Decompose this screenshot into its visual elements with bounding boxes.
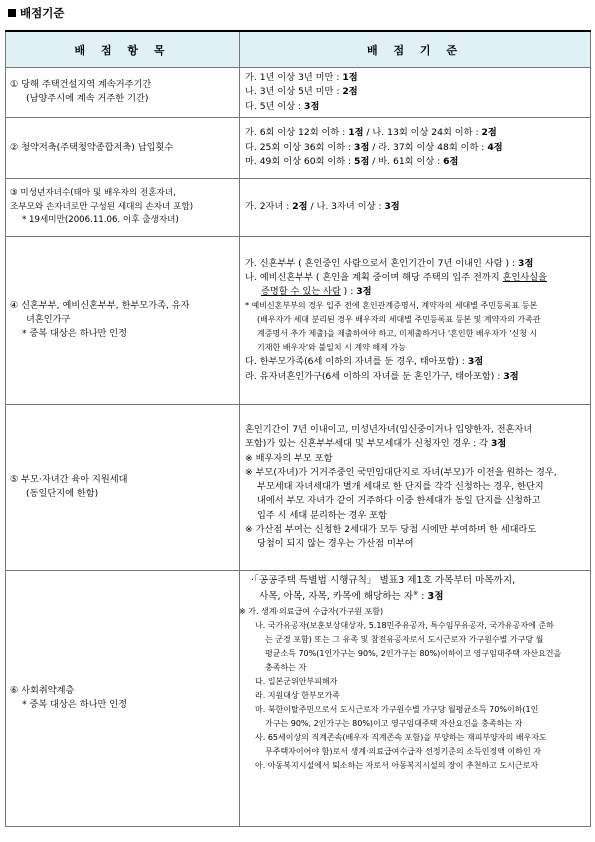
note-line: 부모세대 자녀세대가 별개 세대로 한 단지를 각각 신청하는 경우, 한단지 <box>257 481 544 493</box>
note-line: 당첨이 되지 않는 경우는 가산점 미부여 <box>257 538 414 550</box>
criteria-line: 나. 3년 이상 5년 미만 : 2점 <box>245 86 358 98</box>
list-item: 라. 지원대상 한부모가족 <box>255 690 340 700</box>
item-line: (동일단지에 한함) <box>26 488 99 500</box>
row-criteria-cell <box>240 404 591 570</box>
criteria-line: 다. 25회 이상 36회 이하 : 3점 / 라. 37회 이상 48회 이하 : 4점 <box>245 141 503 153</box>
list-item: 가구는 90%, 2인가구는 80%)이고 영구임대주택 자산요건을 충족하는 자 <box>265 718 523 728</box>
page-title <box>8 5 64 21</box>
row-criteria-cell <box>240 117 591 178</box>
list-item: 나. 국가유공자(보훈보상대상자, 5.18민주유공자, 특수임무유공자, 국가유공자에 준하 <box>255 620 554 630</box>
criteria-line: 가. 2자녀 : 2점 / 나. 3자녀 이상 : 3점 <box>245 201 400 213</box>
row-item-cell <box>6 236 240 404</box>
table-row <box>6 570 591 826</box>
header-criteria: 배 점 기 준 <box>240 31 591 68</box>
criteria-line: 증명할 수 있는 사람 ) : 3점 <box>261 286 372 298</box>
note-line: ※ 배우자의 부모 포함 <box>245 452 333 464</box>
row-criteria-cell <box>240 68 591 118</box>
row-item-cell <box>6 570 240 826</box>
table-header-row <box>6 31 591 68</box>
row-item-cell <box>6 178 240 236</box>
table-row <box>6 68 591 118</box>
list-item: 마. 북한이탈주민으로서 도시근로자 가구원수별 가구당 월평균소득 70%이하(1인 <box>255 704 539 714</box>
item-line: ⑤ 부모·자녀간 육아 지원세대 <box>10 474 128 485</box>
page-title-text: 배점기준 <box>20 6 65 20</box>
criteria-line: 다. 한부모가족(6세 이하의 자녀를 둔 경우, 태아포함) : 3점 <box>245 356 484 368</box>
row-item-cell <box>6 117 240 178</box>
list-item: 무주택자이어야 함)로서 생계·의료급여수급자 선정기준의 소득인정액 이하인 자 <box>265 746 541 756</box>
table-row <box>6 178 591 236</box>
criteria-line: 가. 신혼부부 ( 혼인중인 사람으로서 혼인기간이 7년 이내인 사람 ) : 3점 <box>245 257 534 269</box>
list-item: 사. 65세이상의 직계존속(배우자 직계존속 포함)을 부양하는 재피부양자의 배우자도 <box>255 732 547 742</box>
header-item: 배 점 항 목 <box>6 31 240 68</box>
square-bullet-icon <box>8 9 16 17</box>
list-item: 다. 일본군위안부피해자 <box>255 676 338 686</box>
criteria-line: 나. 예비신혼부부 ( 혼인을 계획 중이며 해당 주택의 입주 전까지 혼인사실을 <box>245 271 547 283</box>
criteria-line: 포함)가 있는 신혼부부세대 및 부모세대가 신청자인 경우 : 각 3점 <box>245 438 507 450</box>
scoring-table <box>5 30 591 827</box>
list-item: 아. 아동복지시설에서 퇴소하는 자로서 아동복지시설의 장이 추천하고 도시근로자 <box>255 760 539 770</box>
criteria-line: 라. 유자녀혼인가구(6세 이하의 자녀를 둔 혼인가구, 태아포함) : 3점 <box>245 370 519 382</box>
criteria-line: ·「공공주택 특별법 시행규칙」 별표3 제1호 가목부터 마목까지, <box>251 574 516 586</box>
item-line: 녀혼인가구 <box>26 314 71 326</box>
item-line: ④ 신혼부부, 예비신혼부부, 한부모가족, 유자 <box>10 299 190 311</box>
item-line: ⑥ 사회취약계층 <box>10 685 75 696</box>
note-line: 입주 시 세대 분리하는 경우 포함 <box>257 509 387 521</box>
item-line: * 중복 대상은 하나만 인정 <box>22 699 128 711</box>
item-line: * 중복 대상은 하나만 인정 <box>22 328 128 340</box>
item-line: * 19세미만(2006.11.06. 이후 출생자녀) <box>22 214 179 225</box>
item-line: 조부모와 손자녀로만 구성된 세대의 손자녀 포함) <box>10 201 194 212</box>
criteria-line: 가. 1년 이상 3년 미만 : 1점 <box>245 72 358 83</box>
row-criteria-cell <box>240 570 591 826</box>
criteria-line: 사목, 아목, 자목, 카목에 해당하는 자※ : 3점 <box>259 589 444 602</box>
item-line: ③ 미성년자녀수(태아 및 배우자의 전혼자녀, <box>10 188 176 199</box>
note-line: 내에서 부모 자녀가 같이 거주하다 이중 한세대가 동일 단지를 신청하고 <box>257 495 541 507</box>
table-row <box>6 236 591 404</box>
list-item: 는 군경 포함) 또는 그 유족 및 참전유공자로서 도시근로자 가구원수별 가구당 월 <box>265 634 544 644</box>
table-row <box>6 117 591 178</box>
row-item-cell <box>6 404 240 570</box>
item-line: ② 청약저축(주택청약종합저축) 납입횟수 <box>10 141 174 153</box>
item-line: ① 당해 주택건설지역 계속거주기간 <box>10 79 152 91</box>
criteria-line: 혼인기간이 7년 이내이고, 미성년자녀(임신중이거나 입양한자, 전혼자녀 <box>245 424 533 436</box>
note-block: * 예비신혼부부의 경우 입주 전에 혼인관계증명서, 계약자의 세대별 주민등록표 등본 (배우자가 세대 분리된 경우 배우자의 세대별 주민등록표 등본 및 계약자의 가족관 계증명서 추가 제출)을 제출하여야 하고, 미제출하거나 '혼인한 배우자가 '신청 시 기재한 배우자'와 불일치 시 계약 해제 가능 <box>245 301 541 353</box>
criteria-line: 다. 5년 이상 : 3점 <box>245 100 320 112</box>
sub-items <box>239 605 586 773</box>
row-criteria-cell <box>240 236 591 404</box>
list-item: ※ 가. 생계·의료급여 수급자(가구원 포함) <box>239 606 384 616</box>
row-criteria-cell <box>240 178 591 236</box>
item-line: (남양주시에 계속 거주한 기간) <box>26 93 149 105</box>
criteria-line: 가. 6회 이상 12회 이하 : 1점 / 나. 13회 이상 24회 이하 : 2점 <box>245 127 497 139</box>
list-item: 충족하는 자 <box>265 662 307 672</box>
criteria-line: 마. 49회 이상 60회 이하 : 5점 / 바. 61회 이상 : 6점 <box>245 155 459 167</box>
table-row <box>6 404 591 570</box>
row-item-cell <box>6 68 240 118</box>
note-line: ※ 가산점 부여는 신청한 2세대가 모두 당첨 시에만 부여하며 한 세대라도 <box>245 523 537 535</box>
note-line: ※ 부모(자녀)가 거거주중인 국민임대단지로 자녀(부모)가 이전을 원하는 경우, <box>245 466 557 478</box>
list-item: 평균소득 70%(1인가구는 90%, 2인가구는 80%)이하이고 영구임대주택 자산요건을 <box>265 648 562 658</box>
